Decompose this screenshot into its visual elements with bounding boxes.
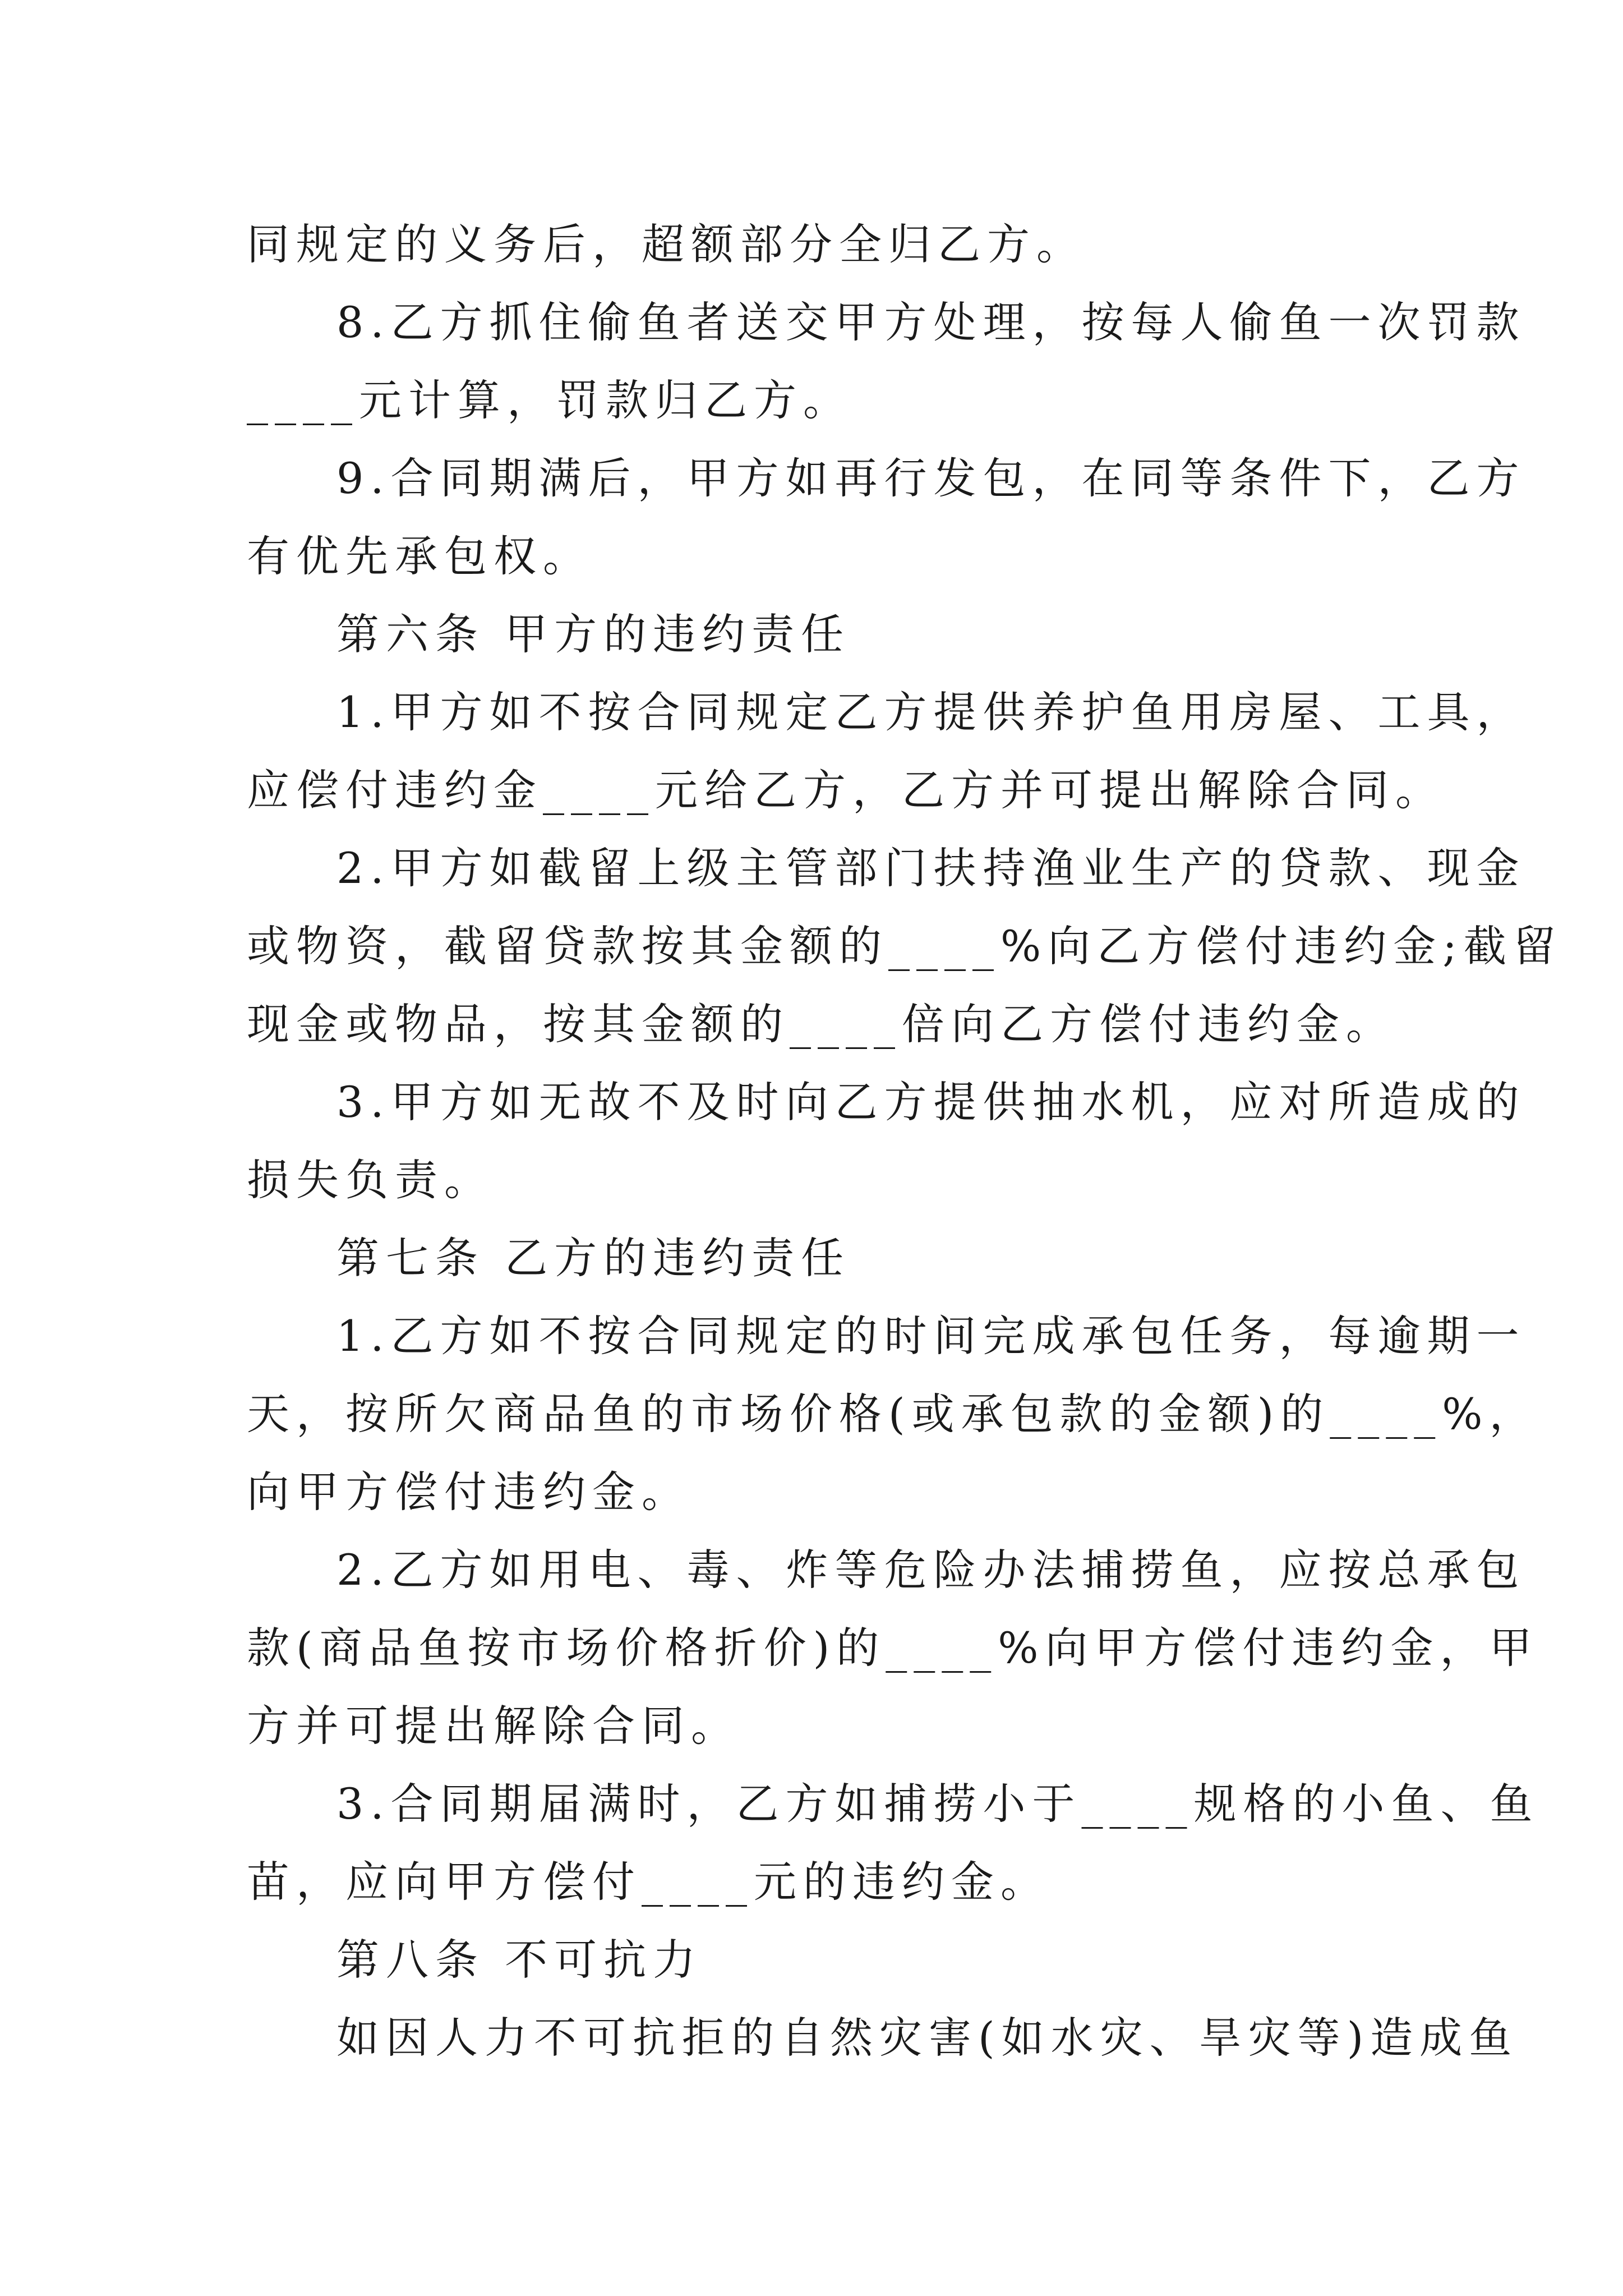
text-line: 如因人力不可抗拒的自然灾害(如水灾、旱灾等)造成鱼: [336, 2013, 1519, 2063]
text-line: 9.合同期满后，甲方如再行发包，在同等条件下，乙方: [336, 453, 1526, 503]
text-line: 2.乙方如用电、毒、炸等危险办法捕捞鱼，应按总承包: [336, 1545, 1526, 1595]
text-line: 1.甲方如不按合同规定乙方提供养护鱼用房屋、工具，: [336, 687, 1526, 737]
text-line: 3.甲方如无故不及时向乙方提供抽水机，应对所造成的: [336, 1077, 1526, 1127]
text-line: 2.甲方如截留上级主管部门扶持渔业生产的贷款、现金: [336, 843, 1526, 893]
text-line: 苗，应向甲方偿付____元的违约金。: [247, 1857, 1050, 1907]
text-line: ____元计算，罚款归乙方。: [247, 375, 852, 425]
section-heading: 第六条 甲方的违约责任: [336, 609, 851, 659]
text-line: 或物资，截留贷款按其金额的____%向乙方偿付违约金;截留: [247, 921, 1562, 971]
text-line: 现金或物品，按其金额的____倍向乙方偿付违约金。: [247, 999, 1395, 1049]
text-line: 3.合同期届满时，乙方如捕捞小于____规格的小鱼、鱼: [336, 1779, 1539, 1829]
text-line: 1.乙方如不按合同规定的时间完成承包任务，每逾期一: [336, 1311, 1526, 1361]
text-line: 8.乙方抓住偷鱼者送交甲方处理，按每人偷鱼一次罚款: [336, 297, 1526, 347]
text-line: 应偿付违约金____元给乙方，乙方并可提出解除合同。: [247, 765, 1445, 815]
text-line: 向甲方偿付违约金。: [247, 1467, 691, 1517]
text-line: 天，按所欠商品鱼的市场价格(或承包款的金额)的____%，: [247, 1389, 1539, 1439]
text-line: 方并可提出解除合同。: [247, 1701, 740, 1751]
text-line: 损失负责。: [247, 1155, 494, 1205]
section-heading: 第七条 乙方的违约责任: [336, 1233, 851, 1283]
text-line: 款(商品鱼按市场价格折价)的____%向甲方偿付违约金，甲: [247, 1623, 1539, 1673]
text-line: 有优先承包权。: [247, 531, 592, 581]
text-line: 同规定的义务后，超额部分全归乙方。: [247, 219, 1086, 269]
section-heading: 第八条 不可抗力: [336, 1935, 703, 1985]
